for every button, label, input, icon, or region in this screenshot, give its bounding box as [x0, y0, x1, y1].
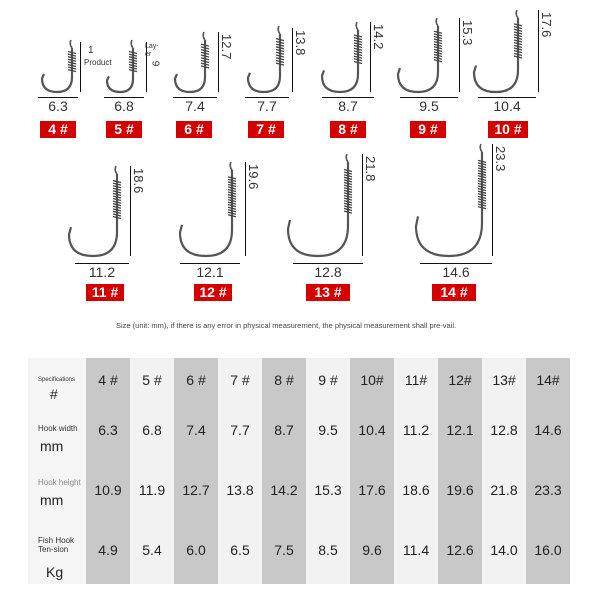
table-row-header	[28, 420, 86, 472]
table-cell: 4 #	[98, 372, 118, 388]
hook-width-label: 6.3	[48, 98, 68, 114]
hook-size-badge: 5 #	[106, 121, 142, 138]
spec-table	[28, 358, 570, 584]
table-cell: 12.6	[446, 542, 474, 558]
table-row-header	[28, 474, 86, 530]
table-cell: 10#	[360, 372, 384, 388]
hook-size-badge: 6 #	[176, 121, 212, 138]
table-cell: 14.6	[534, 422, 562, 438]
table-cell: 23.3	[534, 482, 562, 498]
table-cell: 10.4	[358, 422, 386, 438]
hook-size-badge: 14 #	[432, 284, 476, 301]
hook-width-label: 6.8	[114, 98, 134, 114]
table-cell: 6.5	[230, 542, 250, 558]
table-cell: 7 #	[230, 372, 250, 388]
annotation-layer: Lay- er	[145, 43, 159, 58]
table-cell: 8.5	[318, 542, 338, 558]
hook-height-label: 17.6	[539, 12, 554, 38]
hook-height-label: 14.2	[371, 24, 386, 50]
table-cell: 12.8	[490, 422, 518, 438]
table-cell: 18.6	[402, 482, 430, 498]
hook-width-label: 9.5	[419, 98, 439, 114]
table-cell: 7.4	[186, 422, 206, 438]
hook-height-label: 12.7	[219, 34, 234, 60]
table-cell: 11.2	[402, 422, 430, 438]
table-cell: 14.0	[490, 542, 518, 558]
table-cell: 7.5	[274, 542, 294, 558]
hook-height-label: 19.6	[246, 164, 261, 190]
table-cell: 12.7	[182, 482, 210, 498]
table-cell: 7.7	[230, 422, 250, 438]
table-cell: 13#	[492, 372, 516, 388]
row-title: Fish Hook Ten-sion	[38, 536, 75, 554]
table-cell: 12#	[448, 372, 472, 388]
table-cell: 17.6	[358, 482, 386, 498]
table-cell: 13.8	[226, 482, 254, 498]
table-cell: 11#	[404, 372, 428, 388]
hook-height-label: 18.6	[131, 168, 146, 194]
hook-width-label: 10.4	[493, 98, 521, 114]
hook-size-badge: 10 #	[488, 121, 528, 138]
table-cell: 9 #	[318, 372, 338, 388]
hook-size-badge: 4 #	[40, 121, 76, 138]
hook-width-label: 11.2	[88, 264, 116, 280]
table-cell: 11.4	[402, 542, 430, 558]
row-title: Hook height	[38, 478, 81, 487]
table-cell: 12.1	[446, 422, 474, 438]
table-row-header	[28, 364, 86, 414]
hook-height-label: 13.8	[293, 30, 308, 56]
table-cell: 16.0	[534, 542, 562, 558]
table-cell: 8.7	[274, 422, 294, 438]
table-cell: 5.4	[142, 542, 162, 558]
hook-size-badge: 11 #	[86, 284, 124, 301]
hook-width-label: 14.6	[442, 264, 470, 280]
row-title: Specifications	[38, 377, 76, 383]
table-cell: 19.6	[446, 482, 474, 498]
table-cell: 10.9	[94, 482, 122, 498]
hook-width-label: 8.7	[338, 98, 358, 114]
table-cell: 4.9	[98, 542, 118, 558]
annotation-1: 1	[88, 45, 94, 56]
table-cell: 15.3	[314, 482, 342, 498]
hook-size-badge: 13 #	[306, 284, 350, 301]
measurement-note: Size (unit: mm), if there is any error in physical measurement, the physical measurement shall pre-vail.	[116, 321, 457, 330]
table-cell: 14#	[536, 372, 560, 388]
row-unit: #	[50, 386, 58, 402]
hook-width-label: 12.8	[314, 264, 342, 280]
table-cell: 6 #	[186, 372, 206, 388]
hook-height-label: 15.3	[460, 20, 475, 46]
annotation-product: Product	[84, 58, 112, 67]
table-cell: 6.3	[98, 422, 118, 438]
hook-size-badge: 9 #	[410, 121, 446, 138]
row-unit: mm	[40, 438, 64, 454]
hook-size-badge: 7 #	[248, 121, 284, 138]
table-cell: 6.0	[186, 542, 206, 558]
table-cell: 6.8	[142, 422, 162, 438]
row-unit: mm	[40, 492, 64, 508]
table-cell: 21.8	[490, 482, 518, 498]
table-cell: 14.2	[270, 482, 298, 498]
row-title: Hook width	[38, 424, 78, 433]
table-cell: 11.9	[138, 482, 166, 498]
hook-width-label: 7.4	[185, 98, 205, 114]
hook-size-badge: 12 #	[194, 284, 232, 301]
row-unit: Kg	[46, 564, 64, 580]
table-row-header	[28, 532, 86, 584]
table-cell: 9.5	[318, 422, 338, 438]
hook-height-label: 23.3	[493, 146, 508, 172]
table-cell: 5 #	[142, 372, 162, 388]
hook-width-label: 12.1	[196, 264, 224, 280]
hook-size-badge: 8 #	[330, 121, 366, 138]
table-cell: 8 #	[274, 372, 294, 388]
hook-height-label: 21.8	[363, 156, 378, 182]
annotation-layer-num: 9	[149, 60, 161, 67]
hook-width-label: 7.7	[257, 98, 277, 114]
table-cell: 9.6	[362, 542, 382, 558]
